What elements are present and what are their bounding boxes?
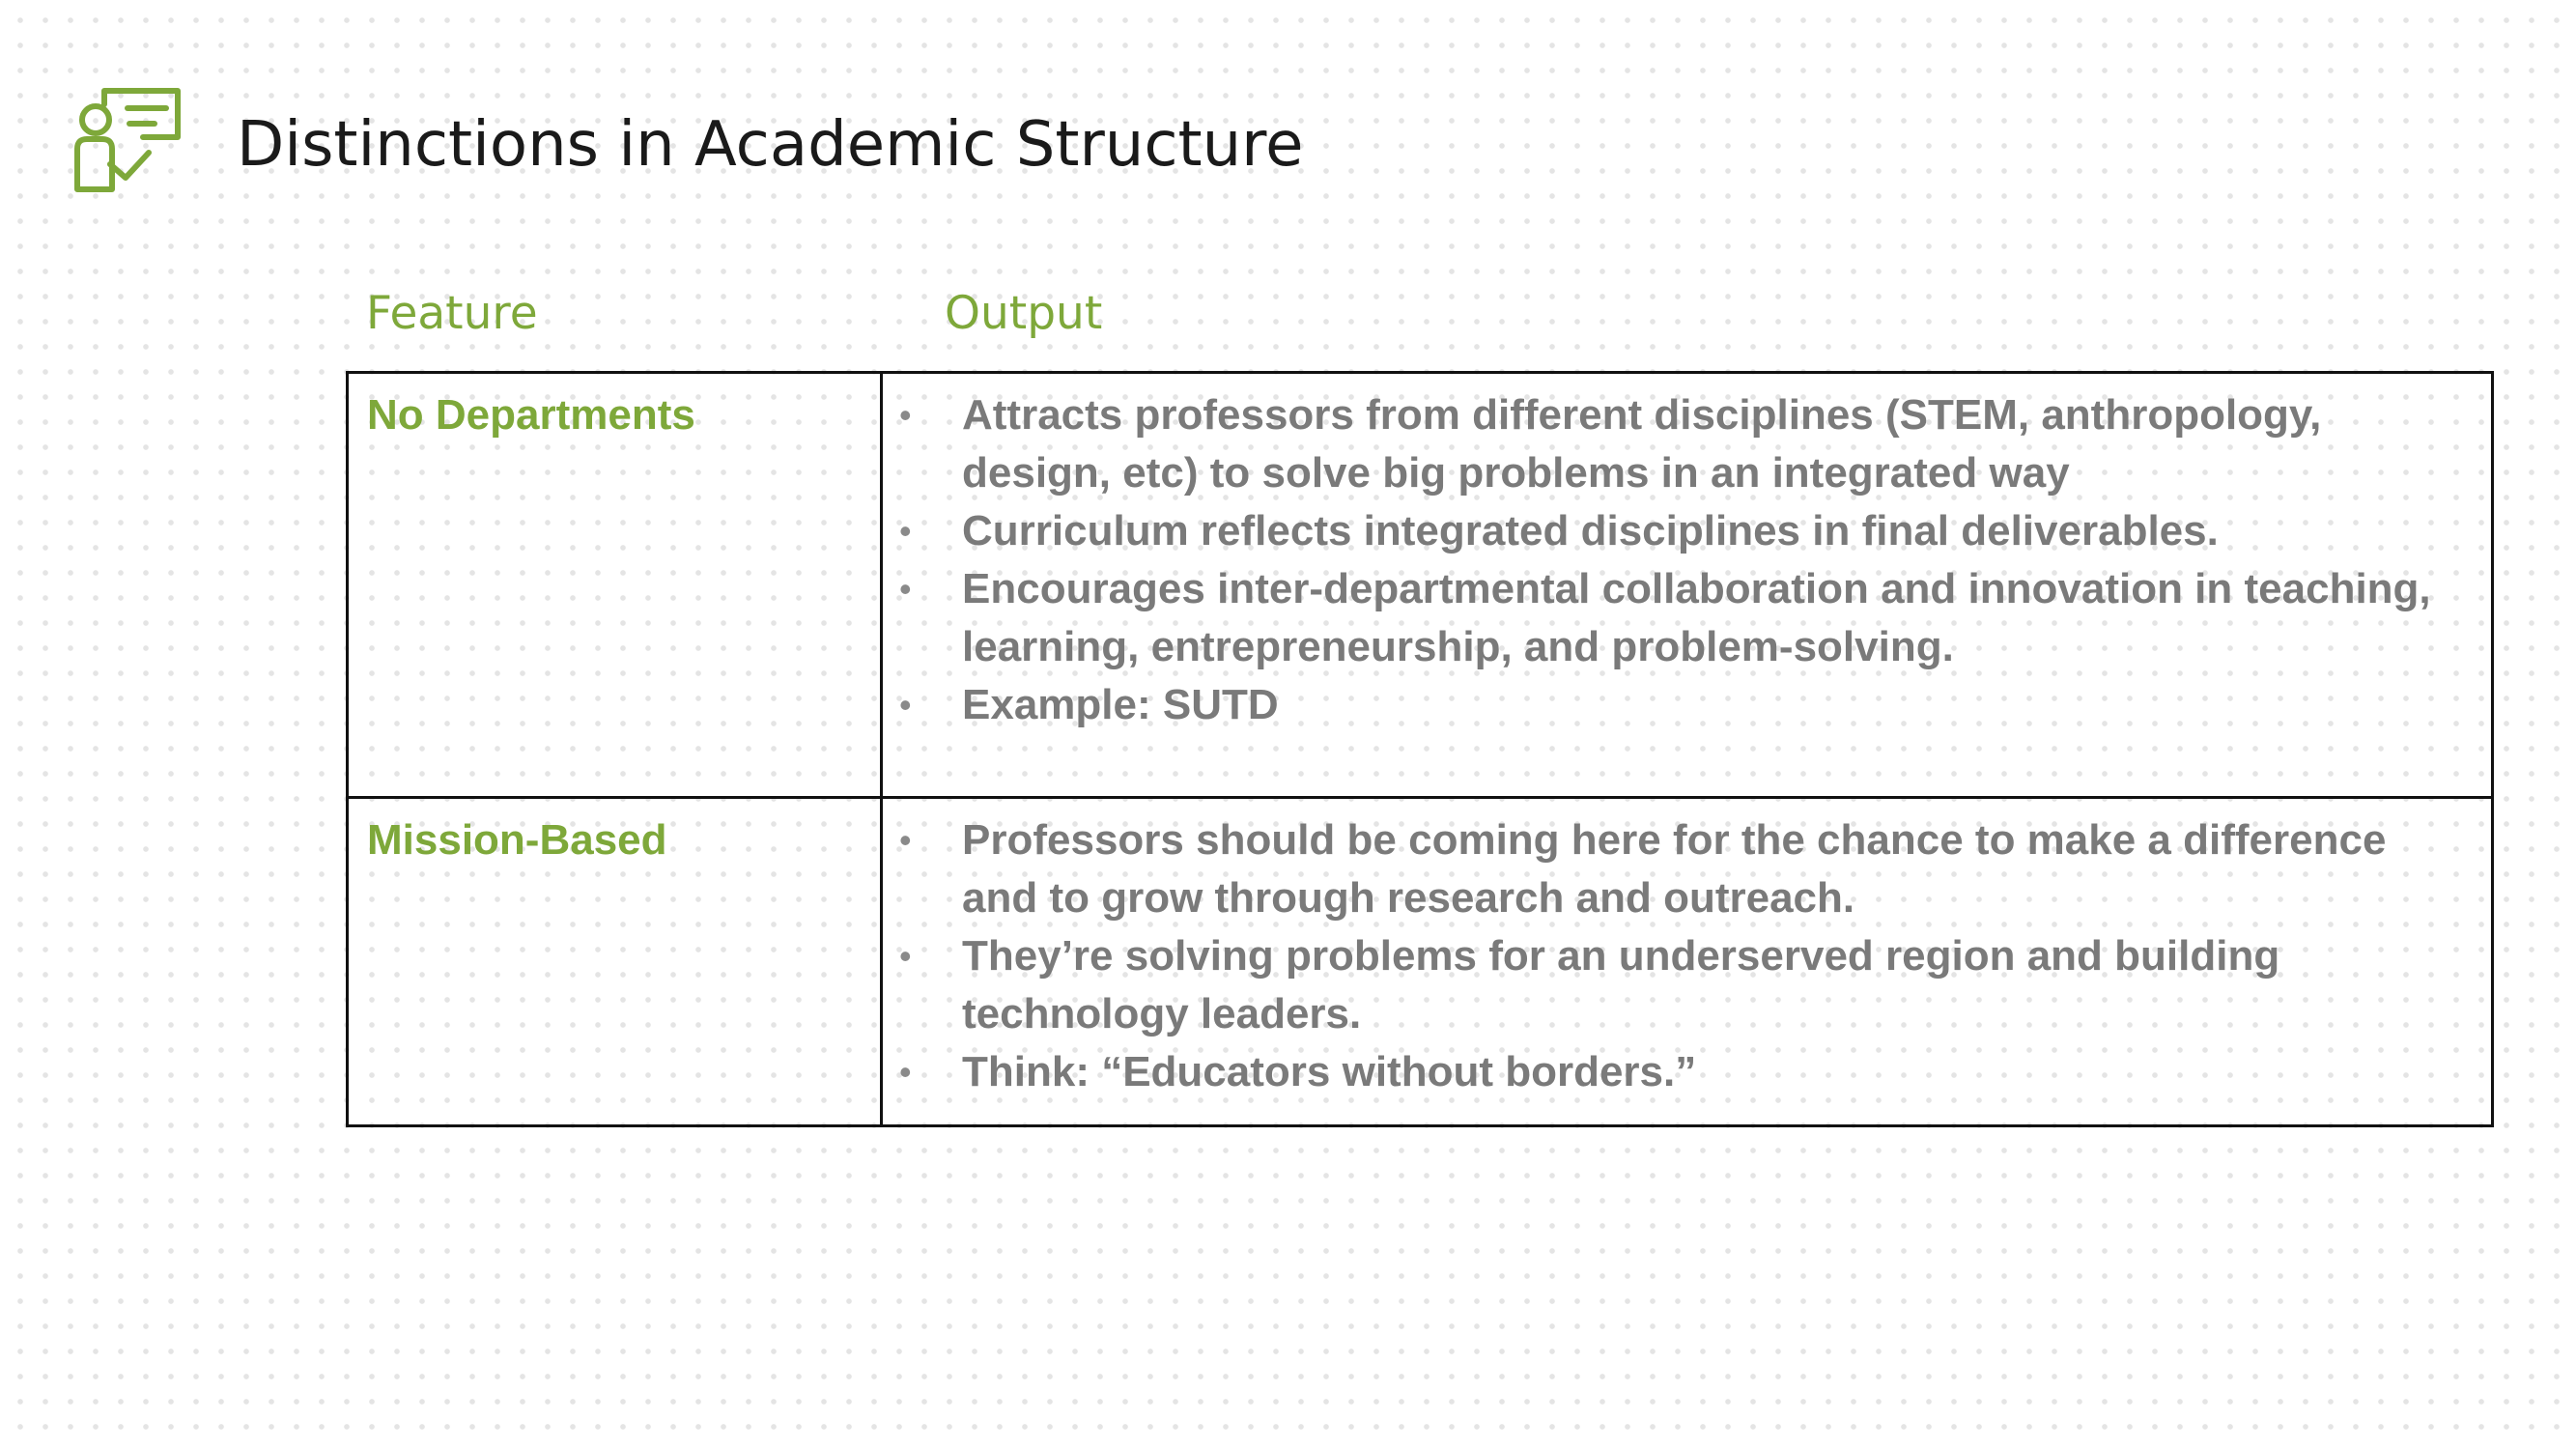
list-item: • Curriculum reflects integrated disciplines in final deliverables. [883, 502, 2452, 560]
feature-cell [348, 373, 882, 798]
output-cell [882, 798, 2493, 1126]
slide-title: Distinctions in Academic Structure [237, 109, 1304, 181]
feature-name: No Departments [367, 391, 695, 439]
list-item: • They’re solving problems for an underserved region and building technology leaders. [883, 927, 2452, 1043]
presenter-at-whiteboard-icon [70, 83, 184, 197]
feature-name: Mission-Based [367, 816, 667, 864]
list-item: • Attracts professors from different disciplines (STEM, anthropology, design, etc) to solve big problems in an integrated way [883, 386, 2452, 502]
table-row [348, 373, 2493, 798]
feature-column-header: Feature [366, 287, 538, 340]
features-table [346, 371, 2494, 1127]
output-cell [882, 373, 2493, 798]
list-item: • Encourages inter-departmental collaboration and innovation in teaching, learning, entrepreneurship, and problem-solving. [883, 560, 2452, 676]
list-item: • Example: SUTD [883, 676, 2452, 734]
bullet-list [883, 799, 2491, 1101]
output-column-header: Output [945, 287, 1103, 340]
table-row [348, 798, 2493, 1126]
list-item: • Professors should be coming here for the chance to make a difference and to grow through research and outreach. [883, 811, 2452, 927]
list-item: • Think: “Educators without borders.” [883, 1043, 2452, 1101]
bullet-list [883, 374, 2491, 734]
feature-cell [348, 798, 882, 1126]
